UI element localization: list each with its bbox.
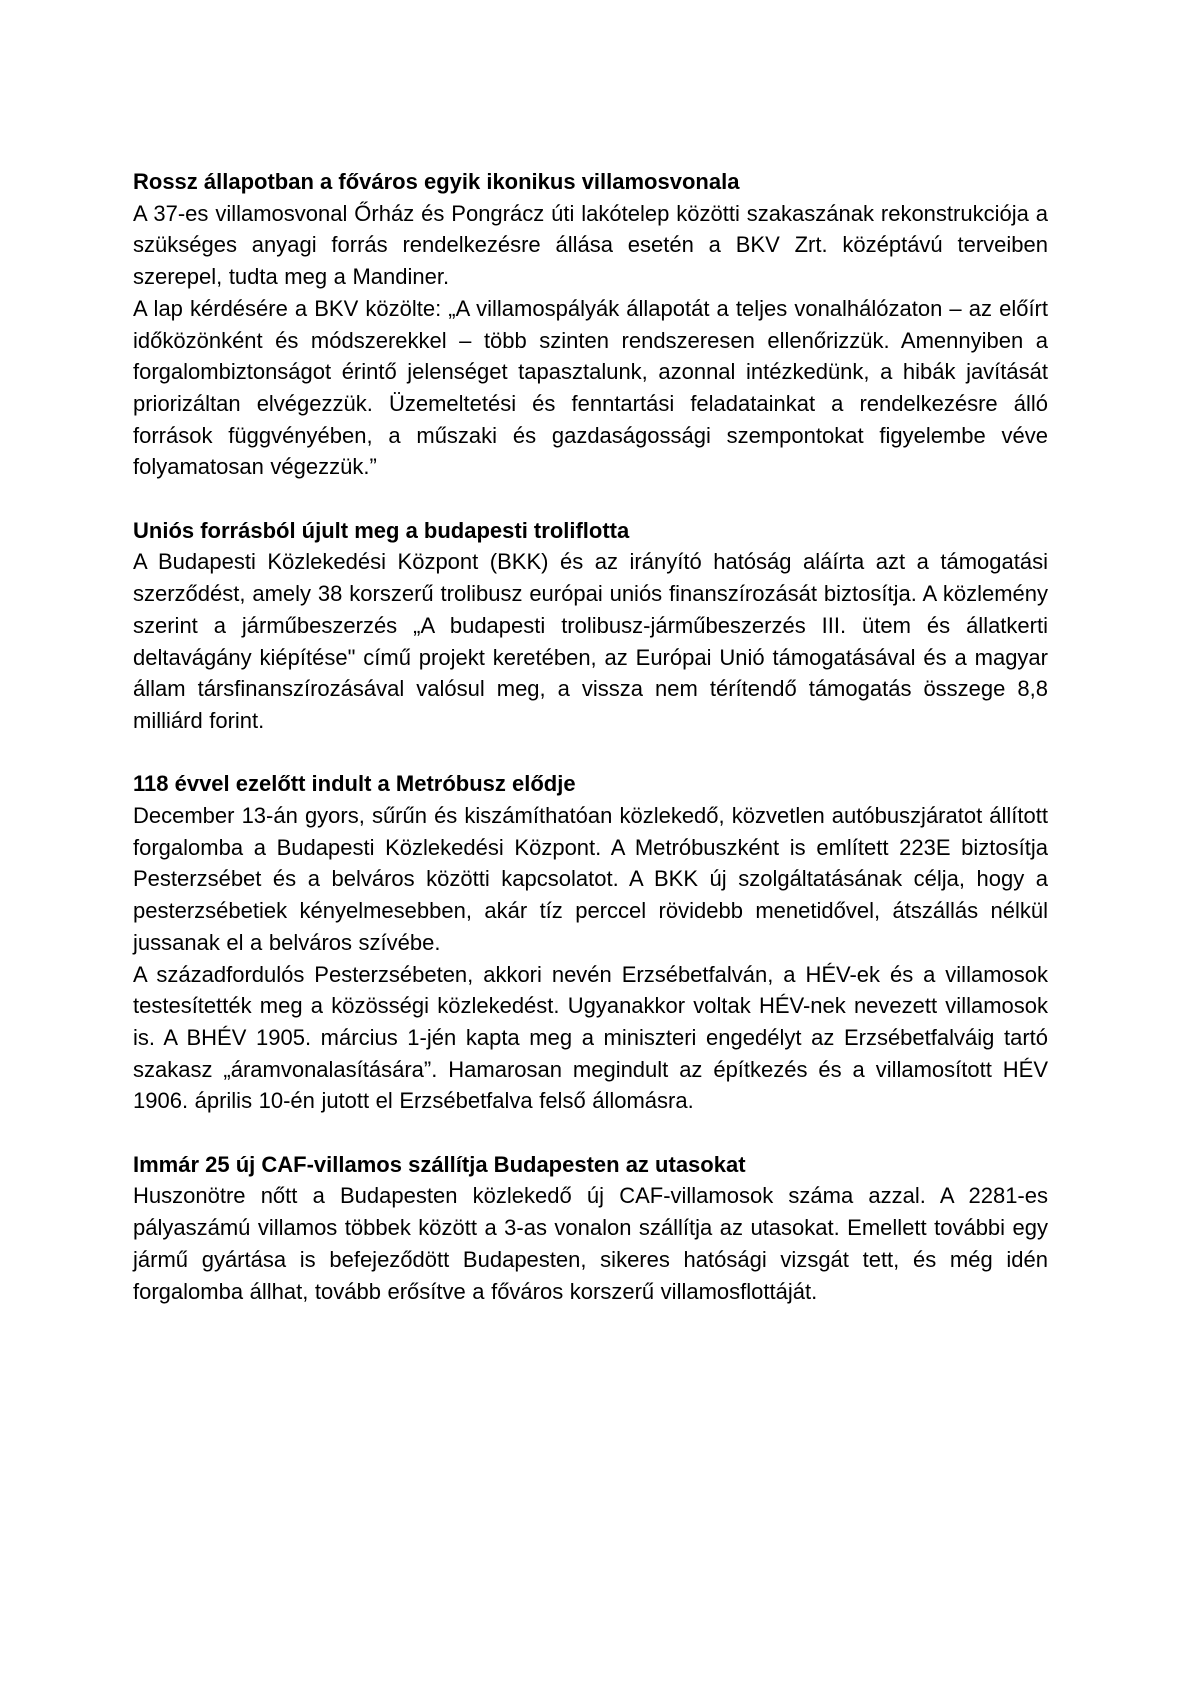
section-heading: 118 évvel ezelőtt indult a Metróbusz elődje bbox=[133, 771, 576, 797]
section-trolleybus-fleet bbox=[133, 515, 1048, 737]
paragraph: A századfordulós Pesterzsébeten, akkori nevén Erzsébetfalván, a HÉV-ek és a villamosok testesítették meg a közösségi közlekedést. Ugyanakkor voltak HÉV-nek nevezett villamosok is. A BHÉV 1905. március 1-jén kapta meg a miniszteri engedélyt az Erzsébetfalváig tartó szakasz „áramvonalasítására”. Hamarosan megindult az építkezés és a villamosított HÉV 1906. április 10-én jutott el Erzsébetfalva felső állomásra. bbox=[133, 961, 1048, 1114]
section-heading: Uniós forrásból újult meg a budapesti troliflotta bbox=[133, 517, 630, 543]
section-heading: Immár 25 új CAF-villamos szállítja Budapesten az utasokat bbox=[133, 1151, 746, 1177]
section-tram-line-condition bbox=[133, 166, 1048, 483]
paragraph: Huszonötre nőtt a Budapesten közlekedő új CAF-villamosok száma azzal. A 2281-es pályaszámú villamos többek között a 3-as vonalon szállítja az utasokat. Emellett további egy jármű gyártása is befejeződött Budapesten, sikeres hatósági vizsgát tett, és még idén forgalomba állhat, tovább erősítve a főváros korszerű villamosflottáját. bbox=[133, 1183, 1048, 1304]
section-heading: Rossz állapotban a főváros egyik ikonikus villamosvonala bbox=[133, 169, 740, 194]
section-caf-trams bbox=[133, 1149, 1048, 1308]
paragraph: A lap kérdésére a BKV közölte: „A villamospályák állapotát a teljes vonalhálózaton – az előírt időközönként és módszerekkel – több szinten rendszeresen ellenőrizzük. Amennyiben a forgalombiztonságot érintő jelenséget tapasztalunk, azonnal intézkedünk, a hibák javítását priorizáltan elvégezzük. Üzemeltetési és fenntartási feladatainkat a rendelkezésre álló források függvényében, a műszaki és gazdaságossági szempontokat figyelembe véve folyamatosan végezzük.” bbox=[133, 295, 1048, 480]
paragraph: A 37-es villamosvonal Őrház és Pongrácz úti lakótelep közötti szakaszának rekonstrukciója a szükséges anyagi forrás rendelkezésre állása esetén a BKV Zrt. középtávú terveiben szerepel, tudta meg a Mandiner. bbox=[133, 200, 1048, 290]
paragraph: A Budapesti Közlekedési Központ (BKK) és az irányító hatóság aláírta azt a támogatási szerződést, amely 38 korszerű trolibusz európai uniós finanszírozását biztosítja. A közlemény szerint a járműbeszerzés „A budapesti trolibusz-járműbeszerzés III. ütem és állatkerti deltavágány kiépítése" című projekt keretében, az Európai Unió támogatásával és a magyar állam társfinanszírozásával valósul meg, a vissza nem térítendő támogatás összege 8,8 milliárd forint. bbox=[133, 549, 1048, 733]
paragraph: December 13-án gyors, sűrűn és kiszámíthatóan közlekedő, közvetlen autóbuszjáratot állított forgalomba a Budapesti Közlekedési Központ. A Metróbuszként is említett 223E biztosítja Pesterzsébet és a belváros közötti kapcsolatot. A BKK új szolgáltatásának célja, hogy a pesterzsébetiek kényelmesebben, akár tíz perccel rövidebb menetidővel, átszállás nélkül jussanak el a belváros szívébe. bbox=[133, 803, 1048, 955]
section-metrobus-history bbox=[133, 768, 1048, 1117]
